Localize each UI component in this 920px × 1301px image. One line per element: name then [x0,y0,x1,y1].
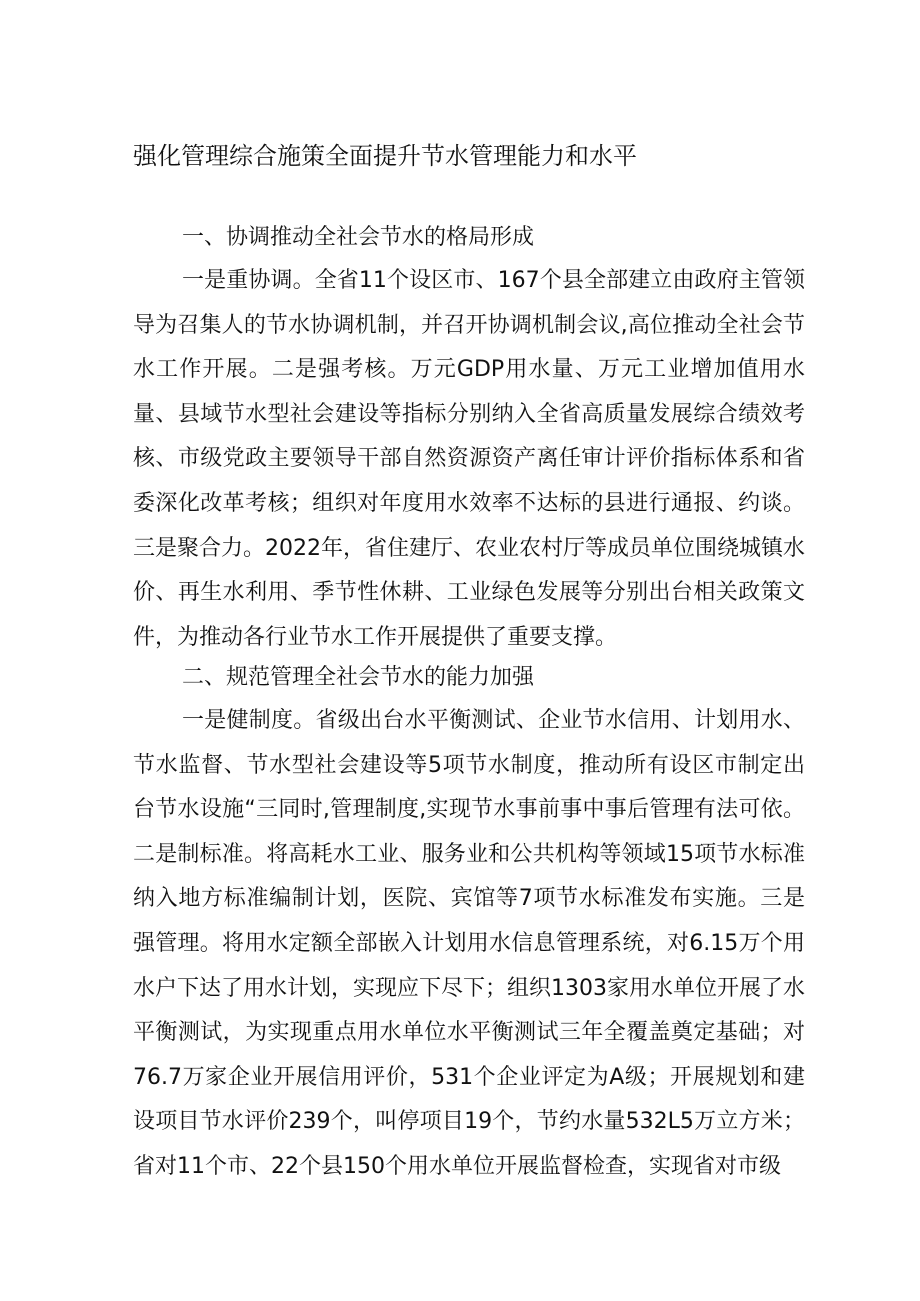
section-paragraph-1: 一是重协调。全省11个设区市、167个县全部建立由政府主管领导为召集人的节水协调机制，并召开协调机制会议,高位推动全社会节水工作开展。二是强考核。万元GDP用水量、万元工业增加值用水量、县域节水型社会建设等指标分别纳入全省高质量发展综合绩效考核、市级党政主要领导干部自然资源资产离任审计评价指标体系和省委深化改革考核；组织对年度用水效率不达标的县进行通报、约谈。三是聚合力。2022年，省住建厅、农业农村厅等成员单位围绕城镇水价、再生水利用、季节性休耕、工业绿色发展等分别出台相关政策文件，为推动各行业节水工作开展提供了重要支撑。 [133,268,805,650]
section-heading-1: 一、协调推动全社会节水的格局形成 [182,225,535,250]
document-title: 强化管理综合施策全面提升节水管理能力和水平 [133,142,637,170]
section-paragraph-2: 一是健制度。省级出台水平衡测试、企业节水信用、计划用水、节水监督、节水型社会建设等5项节水制度，推动所有设区市制定出台节水设施“三同时,管理制度,实现节水事前事中事后管理有法可依。二是制标准。将高耗水工业、服务业和公共机构等领域15项节水标准纳入地方标准编制计划，医院、宾馆等7项节水标准发布实施。三是强管理。将用水定额全部嵌入计划用水信息管理系统，对6.15万个用水户下达了用水计划，实现应下尽下；组织1303家用水单位开展了水平衡测试，为实现重点用水单位水平衡测试三年全覆盖奠定基础；对76.7万家企业开展信用评价，531个企业评定为A级；开展规划和建设项目节水评价239个，叫停项目19个，节约水量532L5万立方米；省对11个市、22个县150个用水单位开展监督检查，实现省对市级 [133,708,805,1179]
section-heading-2: 二、规范管理全社会节水的能力加强 [182,665,535,690]
